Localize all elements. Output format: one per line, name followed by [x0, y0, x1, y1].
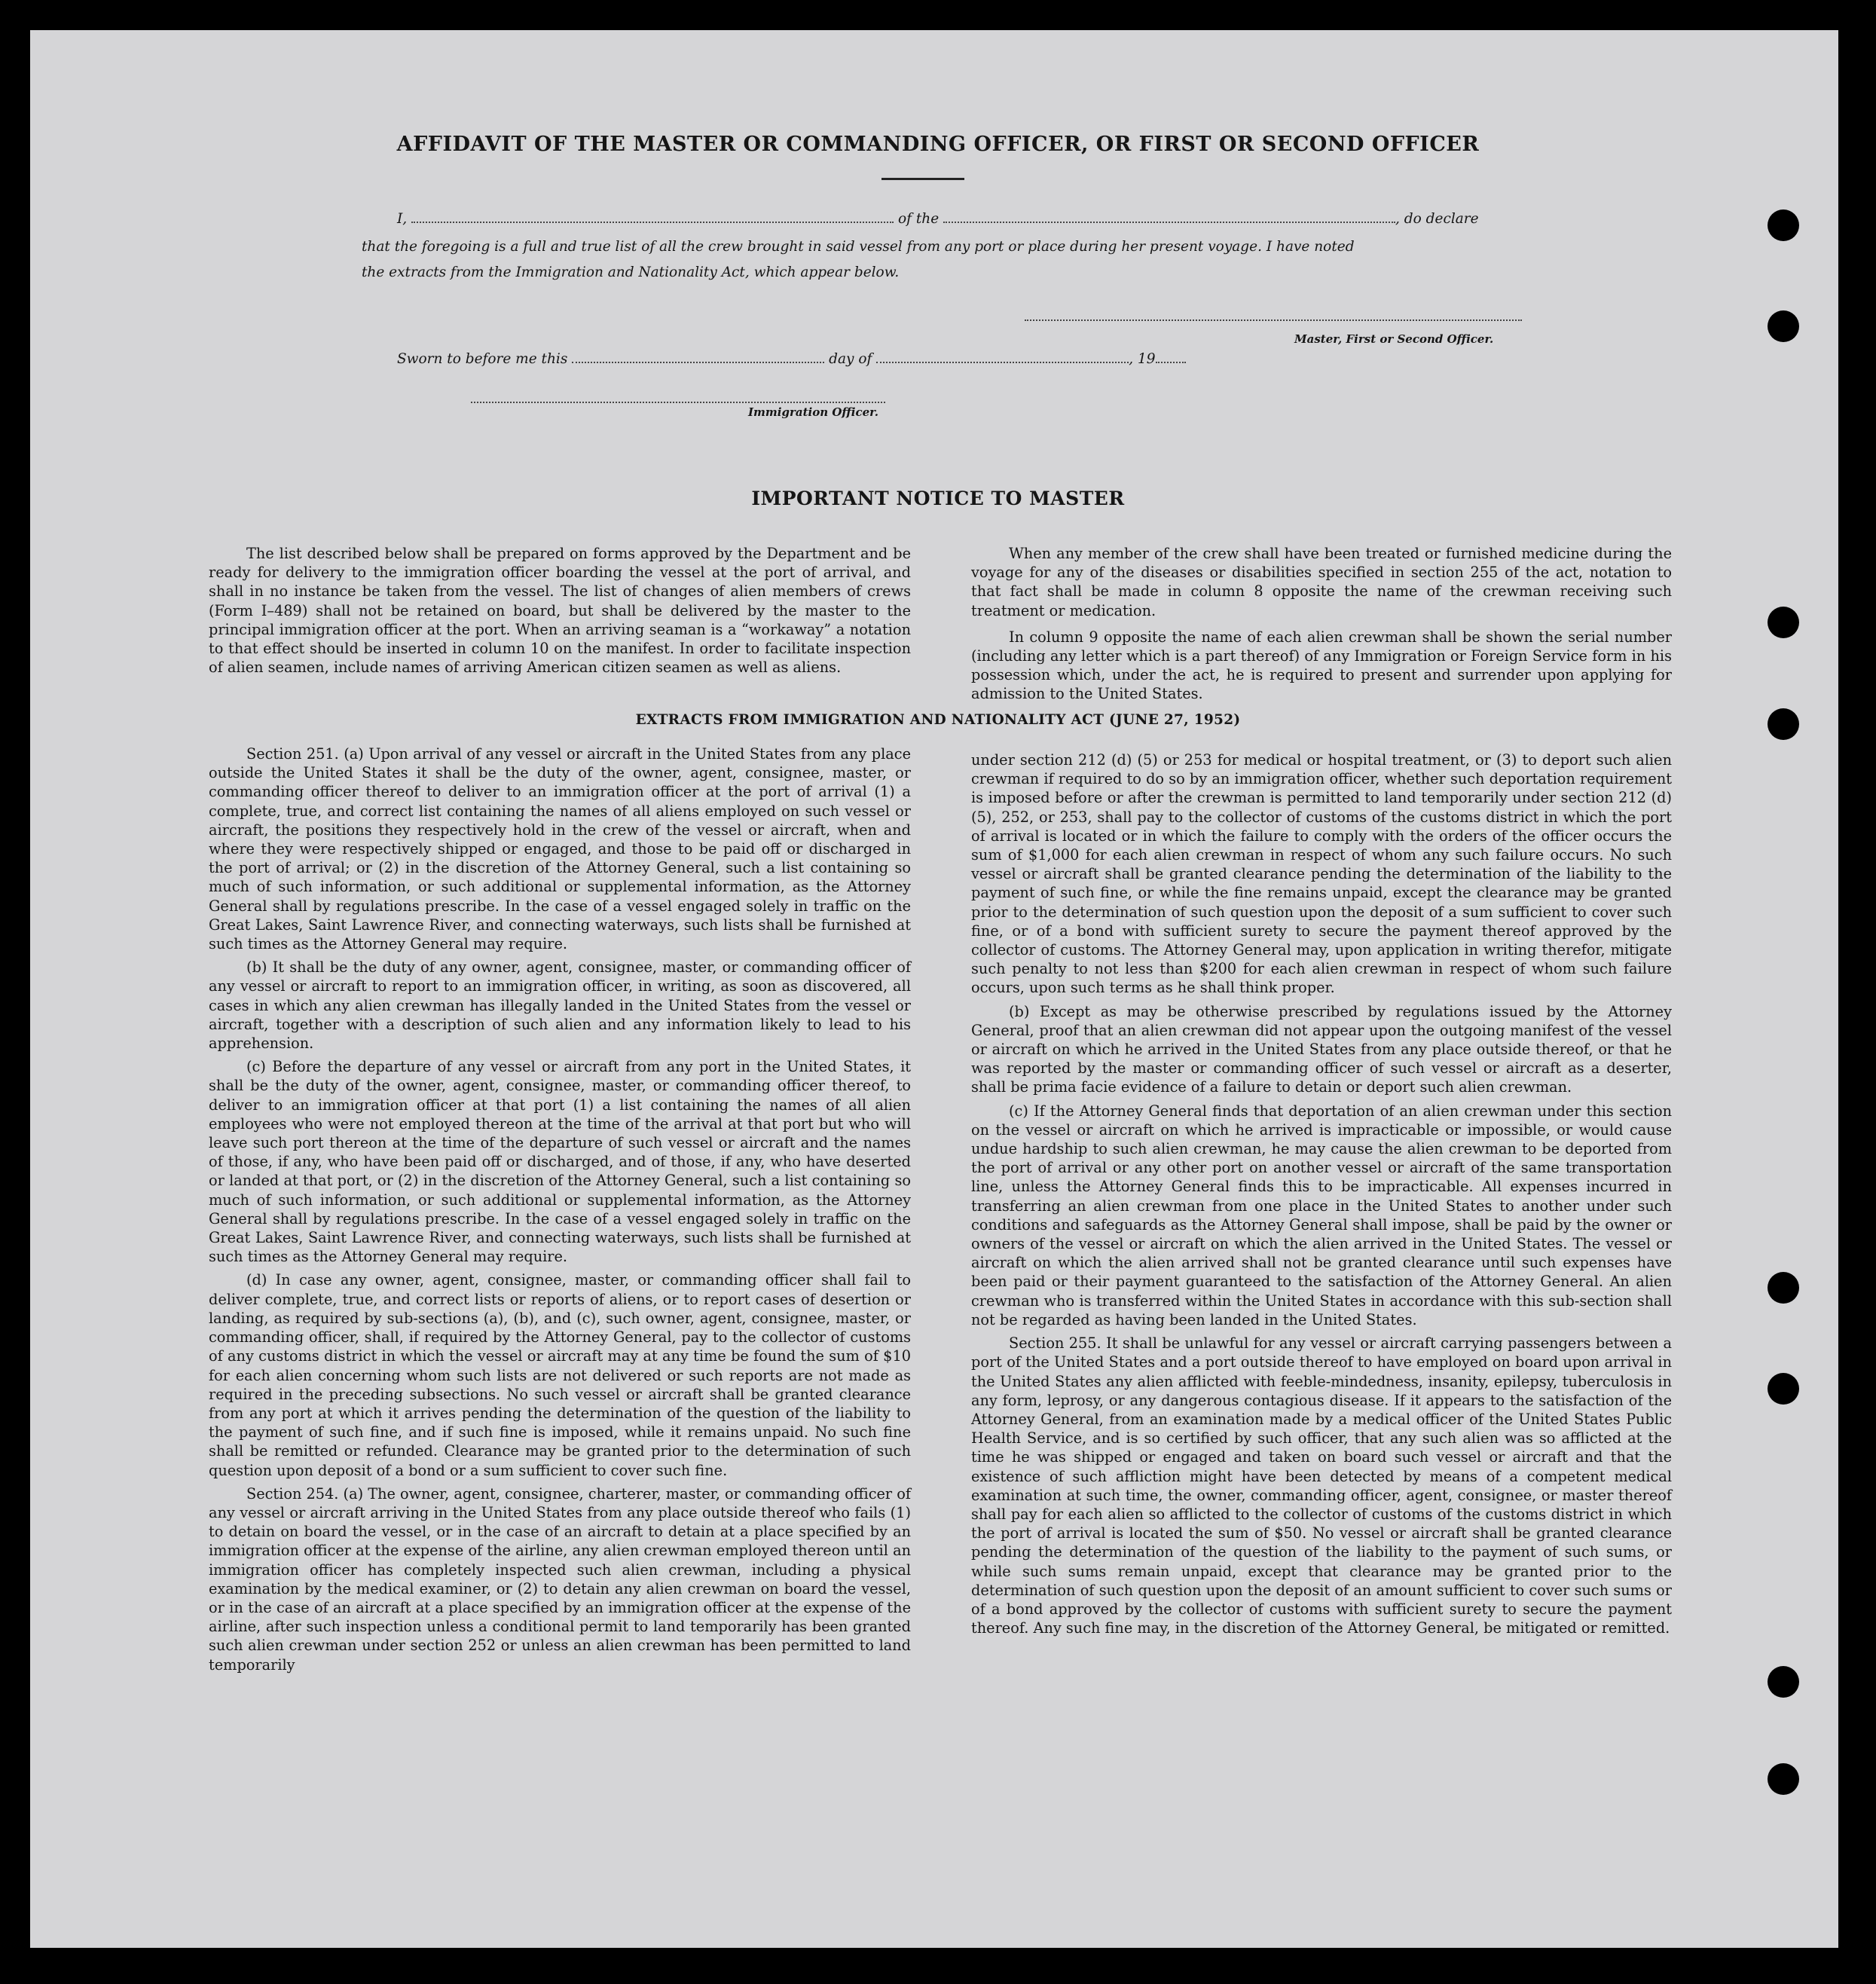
- extract-paragraph: Section 254. (a) The owner, agent, consignee, charterer, master, or commanding officer of any vessel or aircraft arriving in the United States from any place outside thereof who fails (1) to detain on board the vessel, or in the case of an aircraft to detain at a place specified by an immigration officer at the expense of the airline, any alien crewman employed thereon until an immigration officer has completely inspected such alien crewman, including a physical examination by the medical examiner, or (2) to detain any alien crewman on board the vessel, or in the case of an aircraft at a place specified by an immigration officer at the expense of the airline, after such inspection unless a conditional permit to land temporarily has been granted such alien crewman under section 252 or unless an alien crewman has been permitted to land temporarily: [209, 1484, 912, 1674]
- name-field[interactable]: [411, 211, 894, 223]
- extract-paragraph: (c) If the Attorney General finds that deportation of an alien crewman under this section on the vessel or aircraft on which he arrived is impracticable or impossible, or would cause undue hardship to such alien crewman, he may cause the alien crewman to be deported from the port of arrival or any other port on another vessel or aircraft of the same transportation line, unless the Attorney General finds this to be impracticable. All expenses incurred in transferring an alien crewman from one place in the United States to another under such conditions and safeguards as the Attorney General shall impose, shall be paid by the owner or owners of the vessel or aircraft on which the alien arrived in the United States. The vessel or aircraft on which the alien arrived shall not be granted clearance until such expenses have been paid or their payment guaranteed to the satisfaction of the Attorney General. An alien crewman who is transferred within the United States in accordance with this sub-section shall not be regarded as having been landed in the United States.: [971, 1102, 1672, 1328]
- affidavit-title: AFFIDAVIT OF THE MASTER OR COMMANDING OFFICER, OR FIRST OR SECOND OFFICER: [396, 133, 1480, 156]
- notice-right-column: [971, 544, 1672, 704]
- punch-hole: [1768, 310, 1799, 342]
- sworn-label: Sworn to before me this: [397, 351, 568, 367]
- sworn-year-field[interactable]: [1156, 351, 1186, 363]
- master-signature-line[interactable]: [1025, 319, 1522, 321]
- extract-paragraph: (b) It shall be the duty of any owner, agent, consignee, master, or commanding officer of any vessel or aircraft to report to an immigration officer, in writing, as soon as discovered, all cases in which any alien crewman has illegally landed in the United States from the vessel or aircraft, together with a description of such alien and any information likely to lead to his apprehension.: [209, 958, 911, 1053]
- vessel-field[interactable]: [943, 211, 1395, 223]
- extract-paragraph: (d) In case any owner, agent, consignee, master, or commanding officer shall fail to deliver complete, true, and correct lists or reports of aliens, or to report cases of desertion or landing, as required by sub-sections (a), (b), and (c), such owner, agent, consignee, master, or commanding officer, shall, if required by the Attorney General, pay to the collector of customs of any customs district in which the vessel or aircraft may at any time be found the sum of $10 for each alien concerning whom such lists are not delivered or such reports are not made as required in the preceding subsections. No such vessel or aircraft shall be granted clearance from any port at which it arrives pending the determination of the question of the liability to the payment of such fine, and if such fine is imposed, while it remains unpaid. No such fine shall be remitted or refunded. Clearance may be granted prior to the determination of such question upon deposit of a bond or a sum sufficient to cover such fine.: [209, 1271, 911, 1479]
- declaration-name-line: [397, 211, 1479, 227]
- extract-paragraph: (c) Before the departure of any vessel or aircraft from any port in the United States, it shall be the duty of the owner, agent, consignee, master, or commanding officer thereof, to deliver to an immigration officer at that port (1) a list containing the names of all alien employees who were not employed thereon at the time of the arrival at that port but who will leave such port thereon at the time of the departure of such vessel or aircraft and the names of those, if any, who have been paid off or discharged, and of those, if any, who have deserted or landed at that port, or (2) in the discretion of the Attorney General, such a list containing so much of such information, or such additional or supplemental information, as the Attorney General shall by regulations prescribe. In the case of a vessel engaged solely in traffic on the Great Lakes, Saint Lawrence River, and connecting waterways, such lists shall be furnished at such times as the Attorney General may require.: [209, 1058, 911, 1266]
- master-signature-label: Master, First or Second Officer.: [1294, 332, 1494, 346]
- extracts-left-column: [209, 744, 911, 1674]
- declaration-line-2: the extracts from the Immigration and Nationality Act, which appear below.: [362, 264, 900, 280]
- officer-signature-line[interactable]: [471, 402, 885, 403]
- officer-signature-label: Immigration Officer.: [748, 405, 878, 419]
- extract-paragraph: Section 255. It shall be unlawful for any vessel or aircraft carrying passengers between a port of the United States and a port outside thereof to have employed on board upon arrival in the United States any alien afflicted with feeble-mindedness, insanity, epilepsy, tuberculosis in any form, leprosy, or any dangerous contagious disease. If it appears to the satisfaction of the Attorney General, from an examination made by a medical officer of the United States Public Health Service, and is so certified by such officer, that any such alien was so afflicted at the time he was shipped or engaged and taken on board such vessel or aircraft and that the existence of such affliction might have been detected by means of a competent medical examination at such time, the owner, commanding officer, agent, consignee, or master thereof shall pay for each alien so afflicted to the collector of customs of the customs district in which the port of arrival is located the sum of $50. No vessel or aircraft shall be granted clearance pending the determination of the question of the liability to the payment of such sums, or while such sums remain unpaid, except that clearance may be granted prior to the determination of such question upon the deposit of an amount sufficient to cover such sums or of a bond approved by the collector of customs with sufficient surety to secure the payment thereof. Any such fine may, in the discretion of the Attorney General, be mitigated or remitted.: [971, 1334, 1672, 1637]
- title-rule: [881, 178, 964, 180]
- sworn-month-field[interactable]: [876, 351, 1129, 363]
- extract-paragraph: Section 251. (a) Upon arrival of any vessel or aircraft in the United States from any place outside the United States it shall be the duty of the owner, agent, consignee, master, or commanding officer thereof to deliver to an immigration officer at the port of arrival (1) a complete, true, and correct list containing the names of all aliens employed on such vessel or aircraft, the positions they respectively hold in the crew of the vessel or aircraft, when and where they were respectively shipped or engaged, and those to be paid off or discharged in the port of arrival; or (2) in the discretion of the Attorney General, such a list containing so much of such information, or such additional or supplemental information, as the Attorney General shall by regulations prescribe. In the case of a vessel engaged solely in traffic on the Great Lakes, Saint Lawrence River, and connecting waterways, such lists shall be furnished at such times as the Attorney General may require.: [209, 745, 911, 953]
- punch-hole: [1768, 1272, 1799, 1304]
- punch-hole: [1768, 1373, 1799, 1405]
- punch-hole: [1768, 209, 1799, 241]
- day-of-label: day of: [829, 351, 872, 367]
- declaration-line-1: that the foregoing is a full and true list of all the crew brought in said vessel from any port or place during her present voyage. I have noted: [362, 239, 1355, 255]
- punch-hole: [1768, 607, 1799, 638]
- i-label: I,: [397, 211, 408, 227]
- of-the-label: of the: [897, 211, 940, 227]
- notice-right-paragraph-2: In column 9 opposite the name of each alien crewman shall be shown the serial number (including any letter which is a part thereof) of any Immigration or Foreign Service form in his possession which, under the act, he is required to present and surrender upon applying for admission to the United States.: [971, 628, 1672, 703]
- extract-paragraph: under section 212 (d) (5) or 253 for medical or hospital treatment, or (3) to deport such alien crewman if required to do so by an immigration officer, whether such deportation requirement is imposed before or after the crewman is permitted to land temporarily under section 212 (d) (5), 252, or 253, shall pay to the collector of customs of the customs district in which the port of arrival is located or in which the failure to comply with the orders of the officer occurs the sum of $1,000 for each alien crewman in respect of whom any such failure occurs. No such vessel or aircraft shall be granted clearance pending the determination of the liability to the payment of such fine, or while the fine remains unpaid, except the clearance may be granted prior to the determination of such question upon the deposit of a sum sufficient to cover such fine, or of a bond with sufficient surety to secure the payment thereof approved by the collector of customs. The Attorney General may, upon application in writing therefor, mitigate such penalty to not less than $200 for each alien crewman in respect of whom such failure occurs, upon such terms as he shall think proper.: [971, 751, 1672, 997]
- punch-hole: [1768, 1763, 1799, 1795]
- year-label: , 19: [1129, 351, 1156, 367]
- notice-title: IMPORTANT NOTICE TO MASTER: [751, 488, 1125, 509]
- notice-left-paragraph: The list described below shall be prepared on forms approved by the Department and be ready for delivery to the immigration officer boarding the vessel at the port of arrival, and shall in no instance be taken from the vessel. The list of changes of alien members of crews (Form I–489) shall not be retained on board, but shall be delivered by the master to the principal immigration officer at the port. When an arriving seaman is a “workaway” a notation to that effect should be inserted in column 10 on the manifest. In order to facilitate inspection of alien seamen, include names of arriving American citizen seamen as well as aliens.: [209, 545, 911, 677]
- extracts-title: EXTRACTS FROM IMMIGRATION AND NATIONALITY ACT (JUNE 27, 1952): [635, 712, 1241, 728]
- punch-hole: [1768, 1666, 1799, 1698]
- notice-right-paragraph-1: When any member of the crew shall have been treated or furnished medicine during the voyage for any of the diseases or disabilities specified in section 255 of the act, notation to that fact shall be made in column 8 opposite the name of the crewman receiving such treatment or medication.: [971, 545, 1672, 619]
- extracts-right-column: [971, 750, 1672, 1637]
- sworn-line: [397, 351, 1186, 367]
- extract-paragraph: (b) Except as may be otherwise prescribed by regulations issued by the Attorney General, proof that an alien crewman did not appear upon the outgoing manifest of the vessel or aircraft on which he arrived in the United States from any place outside thereof, or that he was reported by the master or commanding officer of such vessel or aircraft as a deserter, shall be prima facie evidence of a failure to detain or deport such alien crewman.: [971, 1002, 1672, 1096]
- do-declare-label: , do declare: [1395, 211, 1479, 227]
- notice-left-column: [209, 544, 911, 677]
- sworn-day-field[interactable]: [572, 351, 824, 363]
